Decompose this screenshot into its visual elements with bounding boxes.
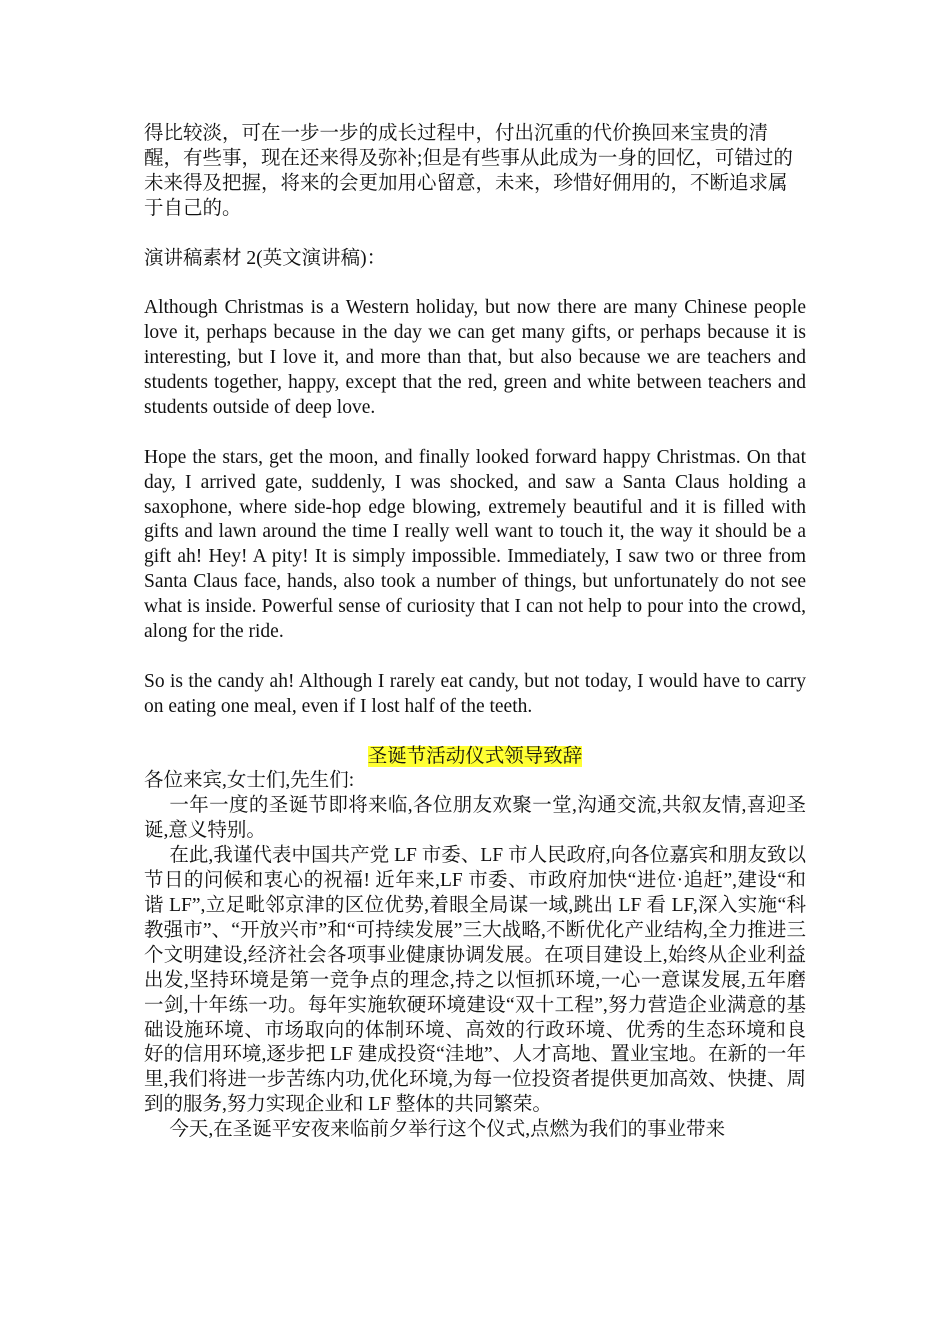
speech-paragraph-3: 今天,在圣诞平安夜来临前夕举行这个仪式,点燃为我们的事业带来 xyxy=(169,1119,726,1141)
paragraph-gap xyxy=(144,720,806,745)
paragraph-gap xyxy=(144,645,806,670)
speech-paragraph-2: 在此,我谨代表中国共产党 LF 市委、LF 市人民政府,向各位嘉宾和朋友致以节日的问候和衷心的祝福! 近年来,LF 市委、市政府加快“进位·追赶”,建设“和谐 LF”,立足毗邻京津的区位优势,着眼全局谋一域,跳出 LF 看 LF,深入实施“科教强市”、“开放兴市”和“可持续发展”三大战略,不断优化产业结构,全力推进三个文明建设,经济社会各项事业健康协调发展。在项目建设上,始终从企业利益出发,坚持环境是第一竞争点的理念,持之以恒抓环境,一心一意谋发展,五年磨一剑,十年练一功。每年实施软硬环境建设“双十工程”,努力营造企业满意的基础设施环境、市场取向的体制环境、高效的行政环境、优秀的生态环境和良好的信用环境,逐步把 LF 建成投资“洼地”、人才高地、置业宝地。在新的一年里,我们将进一步苦练内功,优化环境,为每一位投资者提供更加高效、快捷、周到的服务,努力实现企业和 LF 整体的共同繁荣。 xyxy=(144,845,806,1116)
english-paragraph-3: So is the candy ah! Although I rarely eat candy, but not today, I would have to carry on eating one meal, even if I lost half of the teeth. xyxy=(144,670,806,717)
intro-paragraph: 得比较淡，可在一步一步的成长过程中，付出沉重的代价换回来宝贵的清醒，有些事，现在还来得及弥补;但是有些事从此成为一身的回忆，可错过的未来得及把握，将来的会更加用心留意，未来，珍惜好佣用的，不断追求属于自己的。 xyxy=(144,123,793,219)
english-paragraph-1: Although Christmas is a Western holiday, but now there are many Chinese people love it, perhaps because in the day we can get many gifts, or perhaps because it is interesting, but I love it, and more than that, but also because we are teachers and students together, happy, except that the red, green and white between teachers and students outside of deep love. xyxy=(144,297,806,418)
document-page xyxy=(144,122,806,1143)
paragraph-gap xyxy=(144,222,806,247)
speech-paragraph-1: 一年一度的圣诞节即将来临,各位朋友欢聚一堂,沟通交流,共叙友情,喜迎圣诞,意义特别。 xyxy=(144,795,806,842)
paragraph-gap xyxy=(144,421,806,446)
speech-title: 圣诞节活动仪式领导致辞 xyxy=(367,745,583,767)
speech-greeting: 各位来宾,女士们,先生们: xyxy=(144,770,355,792)
speech-title-row xyxy=(144,745,806,770)
english-paragraph-2: Hope the stars, get the moon, and finally looked forward happy Christmas. On that day, I arrived gate, suddenly, I was shocked, and saw a Santa Claus holding a saxophone, where side-hop edge blowing, extremely beautiful and it is filled with gifts and lawn around the time I really well want to touch it, the way it should be a gift ah! Hey! A pity! It is simply impossible. Immediately, I saw two or three from Santa Claus face, hands, also took a number of things, but unfortunately do not see what is inside. Powerful sense of curiosity that I can not help to pour into the crowd, along for the ride. xyxy=(144,446,806,643)
paragraph-gap xyxy=(144,271,806,296)
material-heading: 演讲稿素材 2(英文演讲稿)： xyxy=(144,247,387,269)
